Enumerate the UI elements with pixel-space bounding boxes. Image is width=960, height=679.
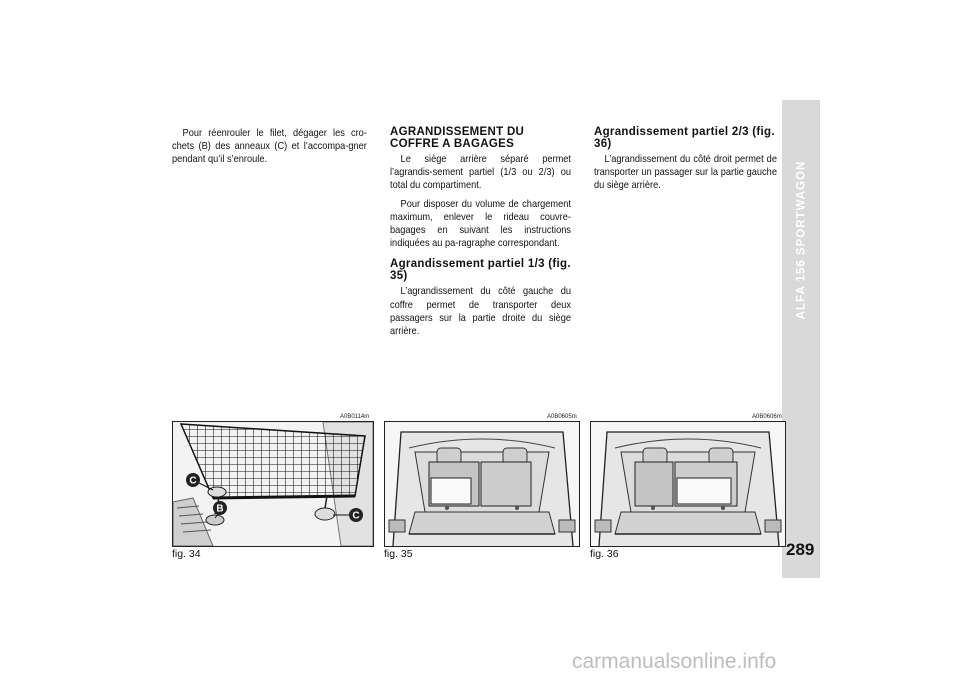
column-3 — [594, 126, 778, 198]
paragraph-rewind-net: Pour réenrouler le filet, dégager les cro-chets (B) des anneaux (C) et l’accompa-gner pendant qu’il s’enroule. — [172, 127, 367, 166]
figure-35-illustration — [385, 422, 579, 546]
figure-36-label: fig. 36 — [590, 548, 619, 560]
paragraph-one-third: L’agrandissement du côté gauche du coffre permet de transporter deux passagers sur la partie droite du siège arrière. — [390, 285, 571, 338]
figure-34-label: fig. 34 — [172, 548, 201, 560]
figure-34-illustration — [173, 422, 373, 546]
figure-36 — [590, 421, 786, 547]
callout-c-right — [349, 508, 363, 522]
paragraph-two-thirds: L’agrandissement du côté droit permet de transporter un passager sur la partie gauche du siège arrière. — [594, 153, 777, 192]
figure-36-code: A0B0606m — [752, 414, 782, 420]
column-1 — [172, 127, 368, 172]
page-number: 289 — [786, 540, 815, 559]
callout-c-left — [186, 473, 200, 487]
paragraph-intro: Le siège arrière séparé permet l’agrandis-sement partiel (1/3 ou 2/3) ou total du compartiment. — [390, 153, 571, 192]
figure-35-label: fig. 35 — [384, 548, 413, 560]
callout-b-label: B — [216, 503, 224, 515]
section-heading: AGRANDISSEMENT DU COFFRE A BAGAGES — [390, 126, 525, 150]
callout-c-right-label: C — [352, 510, 360, 522]
watermark: carmanualsonline.info — [572, 650, 777, 673]
column-2 — [390, 126, 572, 343]
figure-34 — [172, 421, 374, 547]
paragraph-max-volume: Pour disposer du volume de chargement maximum, enlever le rideau couvre-bagages en suivant les instructions indiquées au pa-ragraphe correspondant. — [390, 197, 571, 250]
subheading-one-third: Agrandissement partiel 1/3 (fig. 35) — [390, 258, 571, 283]
sidebar-title-wrap — [782, 100, 820, 380]
sidebar-title: ALFA 156 SPORTWAGON — [795, 160, 808, 320]
callout-c-left-label: C — [189, 475, 197, 487]
subheading-two-thirds: Agrandissement partiel 2/3 (fig. 36) — [594, 126, 775, 150]
chapter-sidebar — [782, 100, 820, 578]
callout-b — [213, 501, 227, 515]
figure-34-code: A0B0114m — [340, 414, 370, 420]
figure-35 — [384, 421, 580, 547]
figure-36-illustration — [591, 422, 785, 546]
figure-35-code: A0B0605m — [547, 414, 577, 420]
